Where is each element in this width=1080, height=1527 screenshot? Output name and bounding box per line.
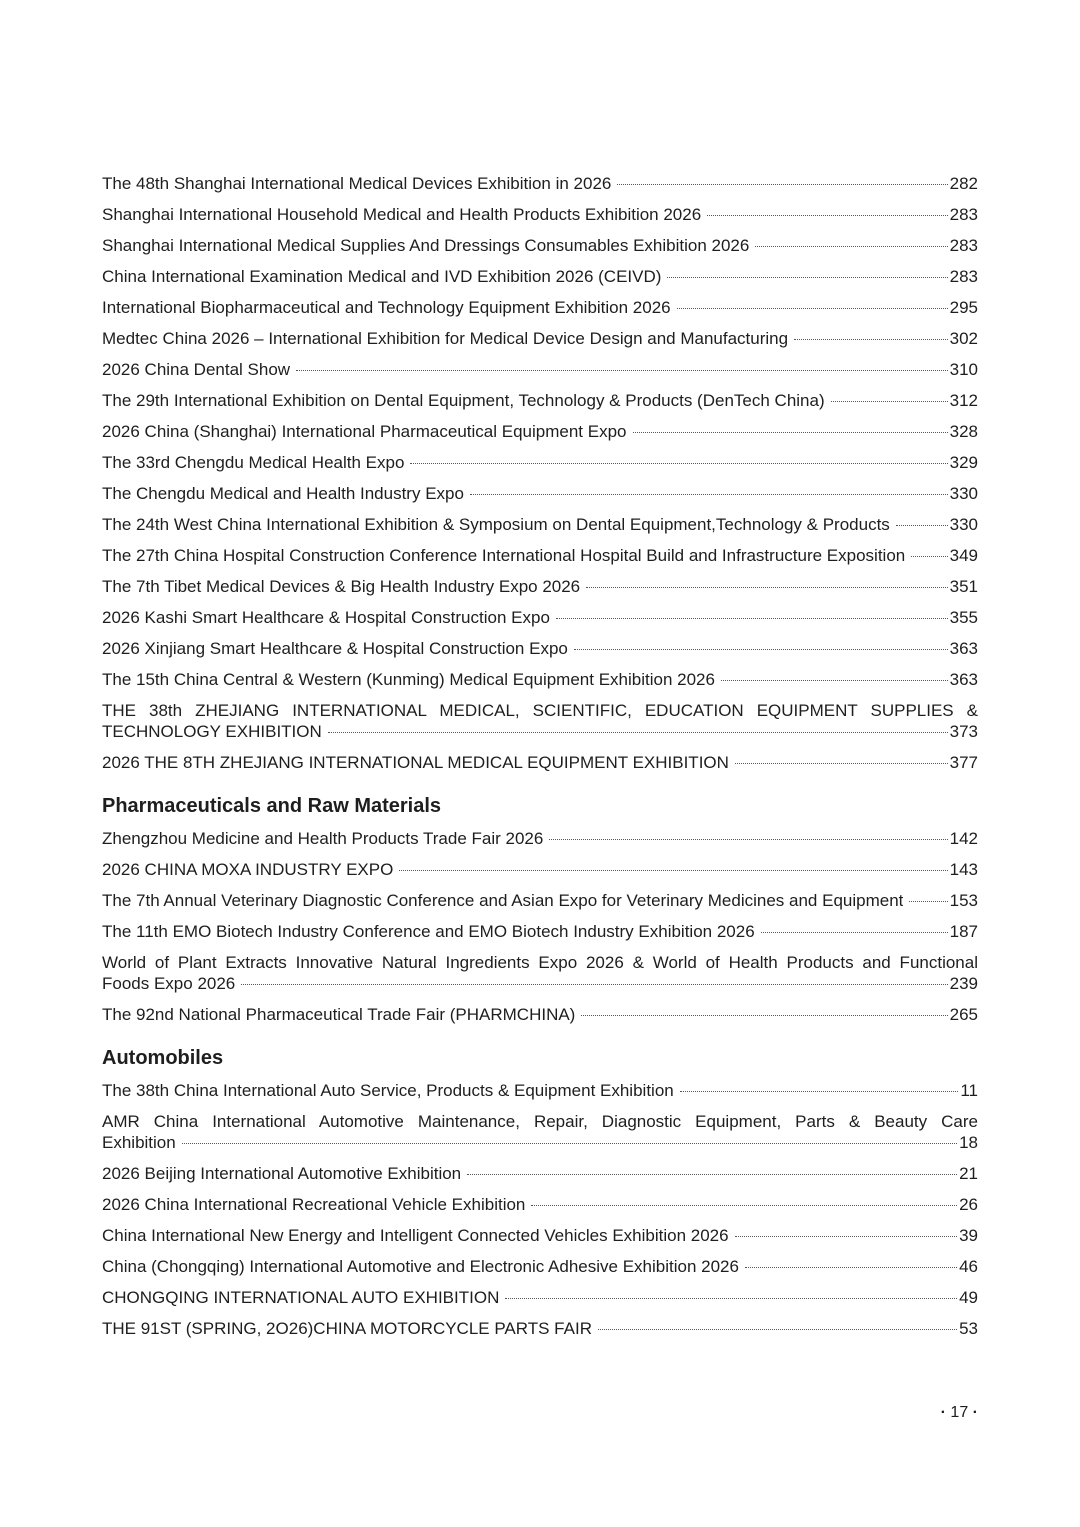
toc-section [102,792,978,1030]
entry-title: The 11th EMO Biotech Industry Conference and EMO Biotech Industry Exhibition 2026 [102,922,755,941]
entry-page-number: 330 [949,515,978,534]
toc-entry[interactable] [102,747,978,778]
entry-page-number: 239 [949,974,978,993]
page-number: 17 [950,1404,969,1421]
entry-page-number: 46 [959,1257,978,1276]
entry-title: The 33rd Chengdu Medical Health Expo [102,453,405,472]
toc-entry[interactable] [102,947,978,999]
entry-title: Shanghai International Household Medical and Health Products Exhibition 2026 [102,205,702,224]
entry-page-number: 373 [949,722,978,741]
toc-section [102,168,978,778]
entry-title: 2026 THE 8TH ZHEJIANG INTERNATIONAL MEDICAL EQUIPMENT EXHIBITION [102,753,729,772]
entry-page-number: 21 [959,1164,978,1183]
toc-entry[interactable] [102,478,978,509]
entry-title-line2: Exhibition [102,1133,176,1152]
dot-leader [735,763,948,764]
toc-entry[interactable] [102,1189,978,1220]
entry-title: The 92nd National Pharmaceutical Trade Fair (PHARMCHINA) [102,1005,576,1024]
entry-title-line1: World of Plant Extracts Innovative Natural Ingredients Expo 2026 & World of Health Products and Functional [102,953,978,972]
dot-leader [911,556,947,557]
entry-title-line1: AMR China International Automotive Maintenance, Repair, Diagnostic Equipment, Parts & Beauty Care [102,1112,978,1131]
entry-page-number: 349 [949,546,978,565]
entry-title-line1: THE 38th ZHEJIANG INTERNATIONAL MEDICAL, SCIENTIFIC, EDUCATION EQUIPMENT SUPPLIES & [102,701,978,720]
toc-entry[interactable] [102,168,978,199]
dot-leader [794,339,948,340]
toc-entry[interactable] [102,292,978,323]
entry-page-number: 142 [949,829,978,848]
section-heading: Pharmaceuticals and Raw Materials [102,795,442,817]
entry-title: Medtec China 2026 – International Exhibition for Medical Device Design and Manufacturing [102,329,789,348]
entry-title: Zhengzhou Medicine and Health Products Trade Fair 2026 [102,829,544,848]
toc-entry[interactable] [102,571,978,602]
entry-title: The 7th Annual Veterinary Diagnostic Conference and Asian Expo for Veterinary Medicines and Equipment [102,891,904,910]
dot-leader [735,1236,958,1237]
dot-leader [328,732,948,733]
dot-leader [467,1174,957,1175]
entry-title: 2026 China International Recreational Vehicle Exhibition [102,1195,526,1214]
entry-title-line2: Foods Expo 2026 [102,974,236,993]
dot-leader [598,1329,957,1330]
dot-leader [745,1267,957,1268]
entry-page-number: 187 [949,922,978,941]
toc-entry[interactable] [102,1158,978,1189]
entry-page-number: 143 [949,860,978,879]
entry-page-number: 329 [949,453,978,472]
dot-leader [909,901,947,902]
entry-page-number: 11 [960,1081,978,1100]
toc-entry[interactable] [102,602,978,633]
toc-entry[interactable] [102,385,978,416]
entry-page-number: 377 [949,753,978,772]
table-of-contents [102,168,978,1358]
dot-leader [556,618,948,619]
entry-page-number: 283 [949,236,978,255]
dot-leader [574,649,948,650]
entry-title: 2026 CHINA MOXA INDUSTRY EXPO [102,860,394,879]
entry-page-number: 328 [949,422,978,441]
dot-leader [581,1015,947,1016]
entry-title: THE 91ST (SPRING, 2O26)CHINA MOTORCYCLE PARTS FAIR [102,1319,592,1338]
toc-entry[interactable] [102,695,978,747]
toc-entry[interactable] [102,1220,978,1251]
toc-entry[interactable] [102,1282,978,1313]
entry-page-number: 363 [949,670,978,689]
entry-title: 2026 Xinjiang Smart Healthcare & Hospital Construction Expo [102,639,568,658]
entry-title: 2026 Beijing International Automotive Exhibition [102,1164,462,1183]
dot-leader [617,184,947,185]
dot-leader [505,1298,957,1299]
toc-entry[interactable] [102,509,978,540]
entry-page-number: 295 [949,298,978,317]
entry-title-line2: TECHNOLOGY EXHIBITION [102,722,322,741]
entry-page-number: 310 [949,360,978,379]
dot-leader [470,494,948,495]
toc-entry[interactable] [102,416,978,447]
toc-entry[interactable] [102,633,978,664]
entry-title: The Chengdu Medical and Health Industry Expo [102,484,464,503]
entry-page-number: 312 [949,391,978,410]
toc-entry[interactable] [102,323,978,354]
entry-title: International Biopharmaceutical and Technology Equipment Exhibition 2026 [102,298,671,317]
dot-leader [831,401,948,402]
dot-leader [755,246,947,247]
toc-entry[interactable] [102,999,978,1030]
entry-title: The 7th Tibet Medical Devices & Big Health Industry Expo 2026 [102,577,581,596]
toc-entry[interactable] [102,916,978,947]
entry-page-number: 363 [949,639,978,658]
toc-entry[interactable] [102,664,978,695]
entry-title: The 27th China Hospital Construction Conference International Hospital Build and Infrastructure Exposition [102,546,906,565]
entry-title: 2026 China Dental Show [102,360,291,379]
toc-entry[interactable] [102,1251,978,1282]
toc-entry[interactable] [102,1313,978,1344]
dot-leader [677,308,948,309]
dot-leader [721,680,948,681]
dot-leader [761,932,948,933]
section-heading: Automobiles [102,1047,224,1069]
toc-entry[interactable] [102,1106,978,1158]
entry-page-number: 282 [949,174,978,193]
page-number-footer: · 17 · [940,1404,978,1421]
dot-leader [680,1091,959,1092]
toc-entry[interactable] [102,230,978,261]
entry-page-number: 53 [959,1319,978,1338]
dot-leader [531,1205,957,1206]
entry-title: The 38th China International Auto Service, Products & Equipment Exhibition [102,1081,674,1100]
entry-page-number: 49 [959,1288,978,1307]
dot-leader [399,870,947,871]
entry-title: The 24th West China International Exhibition & Symposium on Dental Equipment,Technology & Products [102,515,890,534]
dot-leader [896,525,948,526]
entry-page-number: 330 [949,484,978,503]
entry-page-number: 283 [949,267,978,286]
entry-page-number: 283 [949,205,978,224]
entry-page-number: 26 [959,1195,978,1214]
entry-title: China International New Energy and Intelligent Connected Vehicles Exhibition 2026 [102,1226,729,1245]
toc-entry[interactable] [102,885,978,916]
dot-leader [182,1143,957,1144]
toc-section [102,1044,978,1344]
dot-leader [667,277,947,278]
entry-page-number: 355 [949,608,978,627]
toc-entry[interactable] [102,540,978,571]
toc-entry[interactable] [102,447,978,478]
dot-leader [707,215,947,216]
entry-page-number: 351 [949,577,978,596]
entry-page-number: 39 [959,1226,978,1245]
entry-title: 2026 China (Shanghai) International Pharmaceutical Equipment Expo [102,422,627,441]
entry-title: CHONGQING INTERNATIONAL AUTO EXHIBITION [102,1288,500,1307]
entry-page-number: 153 [949,891,978,910]
dot-leader [586,587,947,588]
entry-title: China (Chongqing) International Automotive and Electronic Adhesive Exhibition 2026 [102,1257,739,1276]
entry-page-number: 302 [949,329,978,348]
dot-leader [549,839,947,840]
entry-page-number: 18 [959,1133,978,1152]
toc-entry[interactable] [102,199,978,230]
toc-entry[interactable] [102,854,978,885]
entry-title: 2026 Kashi Smart Healthcare & Hospital Construction Expo [102,608,550,627]
toc-entry[interactable] [102,1075,978,1106]
dot-leader [296,370,948,371]
entry-title: The 29th International Exhibition on Dental Equipment, Technology & Products (DenTech China) [102,391,825,410]
dot-leader [633,432,948,433]
entry-title: The 48th Shanghai International Medical Devices Exhibition in 2026 [102,174,612,193]
entry-title: The 15th China Central & Western (Kunming) Medical Equipment Exhibition 2026 [102,670,715,689]
entry-page-number: 265 [949,1005,978,1024]
toc-entry[interactable] [102,261,978,292]
entry-title: China International Examination Medical and IVD Exhibition 2026 (CEIVD) [102,267,662,286]
toc-entry[interactable] [102,354,978,385]
toc-entry[interactable] [102,823,978,854]
entry-title: Shanghai International Medical Supplies And Dressings Consumables Exhibition 2026 [102,236,750,255]
dot-leader [410,463,947,464]
dot-leader [241,984,947,985]
